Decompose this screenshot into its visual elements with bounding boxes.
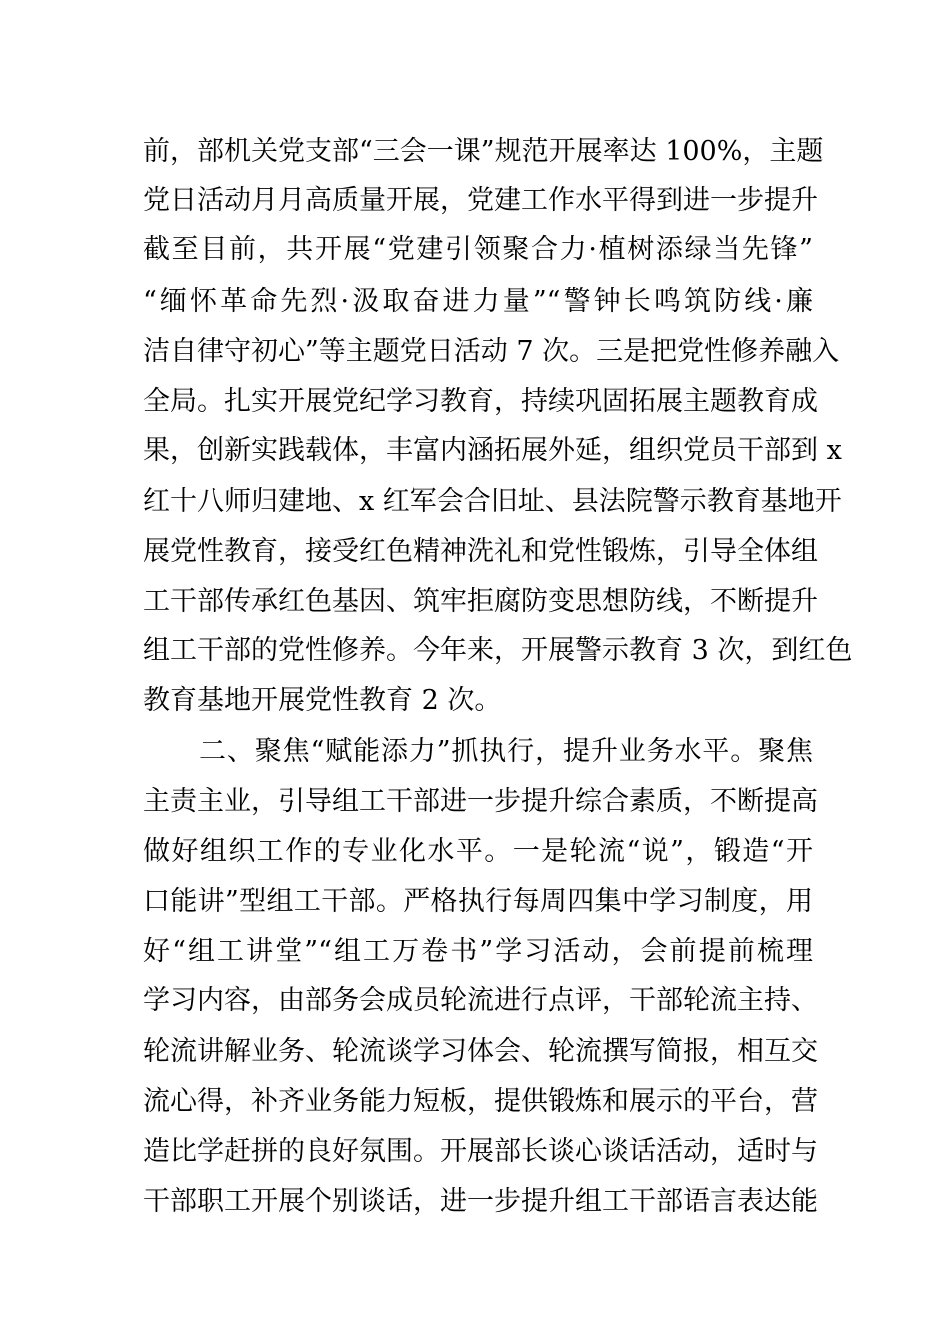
paragraph-2-line-7: 轮流讲解业务、轮流谈学习体会、轮流撰写简报，相互交: [143, 1036, 818, 1067]
paragraph-1-line-4: “缅怀革命先烈·汲取奋进力量”“警钟长鸣筑防线·廉: [143, 286, 813, 317]
paragraph-1-line-1: 前，部机关党支部“三会一课”规范开展率达 100%，主题: [143, 136, 824, 167]
paragraph-1-line-2: 党日活动月月高质量开展，党建工作水平得到进一步提升: [143, 185, 818, 216]
paragraph-2-line-5: 好“组工讲堂”“组工万卷书”学习活动，会前提前梳理: [143, 936, 813, 967]
paragraph-1-line-7: 果，创新实践载体，丰富内涵拓展外延，组织党员干部到 x: [143, 435, 842, 466]
paragraph-1-line-8: 红十八师归建地、x 红军会合旧址、县法院警示教育基地开: [143, 486, 842, 517]
paragraph-1-line-3: 截至目前，共开展“党建引领聚合力·植树添绿当先锋”: [143, 234, 813, 265]
paragraph-2-line-4: 口能讲”型组工干部。严格执行每周四集中学习制度，用: [143, 886, 813, 917]
paragraph-2-line-1: 二、聚焦“赋能添力”抓执行，提升业务水平。聚焦: [199, 736, 813, 767]
paragraph-1-line-6: 全局。扎实开展党纪学习教育，持续巩固拓展主题教育成: [143, 386, 818, 417]
paragraph-2-line-2: 主责主业，引导组工干部进一步提升综合素质，不断提高: [143, 786, 818, 817]
paragraph-2-line-6: 学习内容，由部务会成员轮流进行点评，干部轮流主持、: [143, 985, 818, 1016]
paragraph-1-line-10: 工干部传承红色基因、筑牢拒腐防变思想防线，不断提升: [143, 586, 818, 617]
paragraph-1-line-11: 组工干部的党性修养。今年来，开展警示教育 3 次，到红色: [143, 635, 853, 666]
paragraph-2-line-9: 造比学赶拼的良好氛围。开展部长谈心谈话活动，适时与: [143, 1136, 818, 1167]
paragraph-1-line-5: 洁自律守初心”等主题党日活动 7 次。三是把党性修养融入: [143, 336, 840, 367]
paragraph-2-line-8: 流心得，补齐业务能力短板，提供锻炼和展示的平台，营: [143, 1086, 818, 1117]
paragraph-1-line-9: 展党性教育，接受红色精神洗礼和党性锻炼，引导全体组: [143, 536, 818, 567]
paragraph-1-line-12: 教育基地开展党性教育 2 次。: [143, 685, 502, 716]
paragraph-2-line-3: 做好组织工作的专业化水平。一是轮流“说”，锻造“开: [143, 836, 813, 867]
paragraph-2-line-10: 干部职工开展个别谈话，进一步提升组工干部语言表达能: [143, 1186, 818, 1217]
